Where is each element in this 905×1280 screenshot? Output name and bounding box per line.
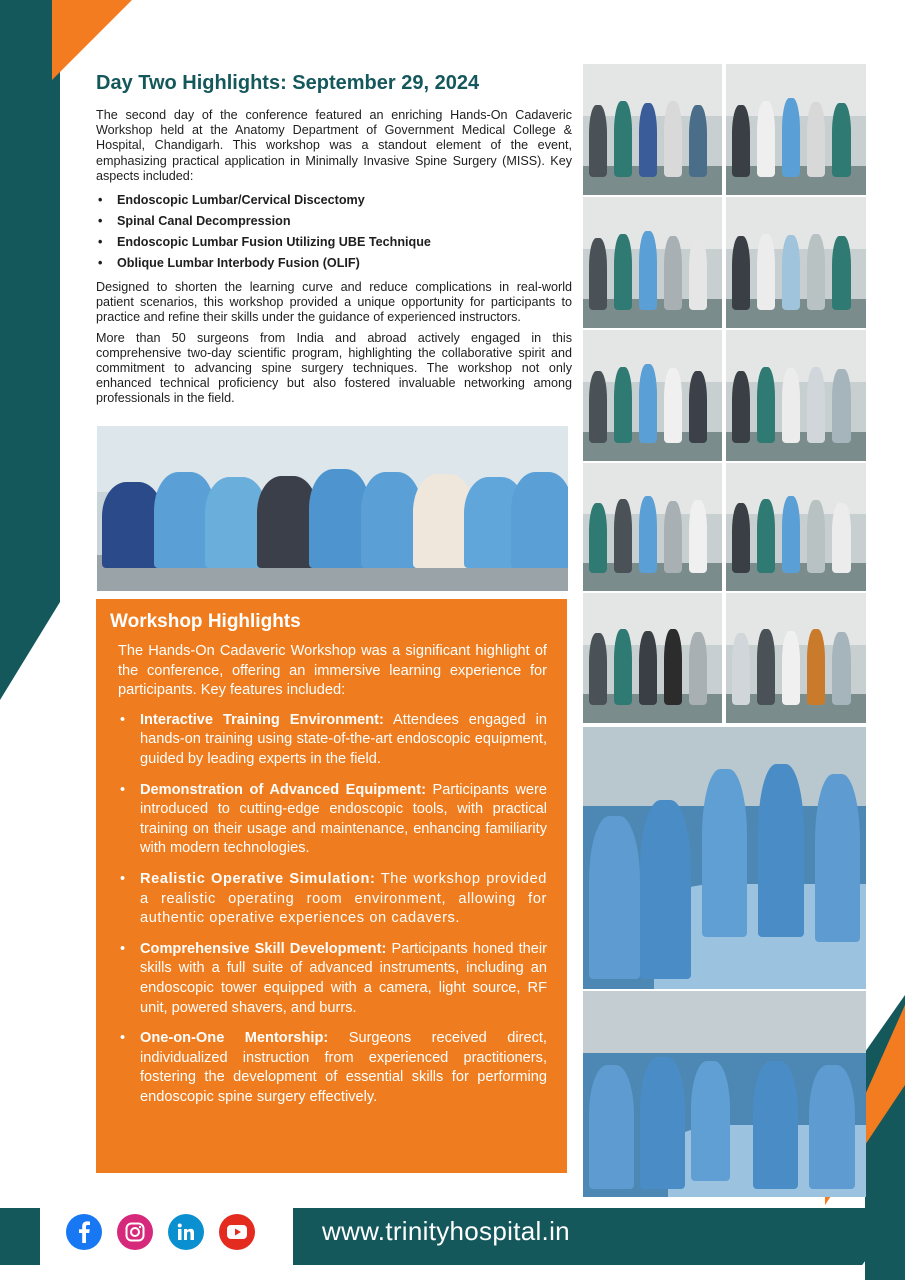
certificate-photo [726,330,866,461]
feature-term: Realistic Operative Simulation: [140,870,376,887]
footer-accent-bar [0,1208,40,1265]
decorative-orange-corner [52,0,132,80]
feature-text: The workshop provided a realistic operating room environment, allowing for authentic operative experiences on cadavers. [140,870,548,927]
certificate-photo [583,463,722,591]
surgery-training-photo [583,991,866,1197]
feature-text: Participants honed their skills with a full suite of advanced instruments, including an endoscopic tower equipped with a camera, light source, RF unit, powered shavers, and burrs. [140,940,547,1016]
workshop-features-list [110,711,547,1108]
surgery-training-photo [583,727,866,989]
certificate-photo [726,463,866,591]
certificate-photo [726,64,866,195]
feature-item [118,781,547,859]
feature-text: Participants were introduced to cutting-edge endoscopic tools, with practical training on their usage and maintenance, enhancing familiarity with modern technologies. [140,781,547,857]
feature-term: One-on-One Mentorship: [140,1030,329,1047]
feature-text: Surgeons received direct, individualized instruction from experienced practitioners, fostering the development of essential skills for performing endoscopic spine surgery effectively. [140,1030,547,1105]
feature-term: Comprehensive Skill Development: [140,940,387,957]
certificate-photo [583,197,722,328]
aspect-item: • Spinal Canal Decompression [96,211,572,232]
instagram-icon[interactable] [117,1214,153,1250]
certificate-photo [726,593,866,723]
intro-section [96,108,572,412]
feature-term: Demonstration of Advanced Equipment: [140,781,426,798]
aspect-item: • Oblique Lumbar Interbody Fusion (OLIF) [96,253,572,274]
certificate-photo [583,64,722,195]
workshop-highlights-title: Workshop Highlights [110,611,301,632]
facebook-icon[interactable] [66,1214,102,1250]
aspect-item: • Endoscopic Lumbar Fusion Utilizing UBE Technique [96,232,572,253]
certificate-photo [726,197,866,328]
social-links [66,1214,255,1250]
workshop-intro: The Hands-On Cadaveric Workshop was a significant highlight of the conference, offering an immersive learning experience for participants. Key features included: [118,643,547,699]
participation-paragraph: More than 50 surgeons from India and abroad actively engaged in this comprehensive two-day scientific program, highlighting the collaborative spirit and commitment to advancing spine surgery techniques. The workshop not only enhanced technical proficiency but also fostered invaluable networking among professionals in the field. [96,330,572,406]
website-link[interactable]: www.trinityhospital.in [322,1216,570,1246]
aspect-item: • Endoscopic Lumbar/Cervical Discectomy [96,190,572,211]
linkedin-icon[interactable] [168,1214,204,1250]
feature-item [118,1029,547,1107]
learning-curve-paragraph: Designed to shorten the learning curve and reduce complications in real-world patient scenarios, this workshop provided a unique opportunity for participants to practice and refine their skills under the guidance of experienced instructors. [96,280,572,325]
page-title: Day Two Highlights: September 29, 2024 [96,72,480,94]
youtube-icon[interactable] [219,1214,255,1250]
key-aspects-list [96,190,572,274]
certificate-photo [583,593,722,723]
feature-text: Attendees engaged in hands-on training using state-of-the-art endoscopic equipment, guided by leading experts in the field. [140,711,547,767]
group-photo [97,426,568,591]
decorative-teal-band-left [0,0,60,700]
feature-item [118,711,547,770]
feature-item [118,870,547,929]
workshop-highlights-box [96,599,567,1173]
intro-paragraph: The second day of the conference featured an enriching Hands-On Cadaveric Workshop held at the Anatomy Department of Government Medical College & Hospital, Chandigarh. This workshop was a standout element of the event, emphasizing practical application in Minimally Invasive Spine Surgery (MISS). Key aspects included: [96,108,572,183]
feature-item [118,940,547,1018]
feature-term: Interactive Training Environment: [140,711,384,728]
certificate-photo [583,330,722,461]
